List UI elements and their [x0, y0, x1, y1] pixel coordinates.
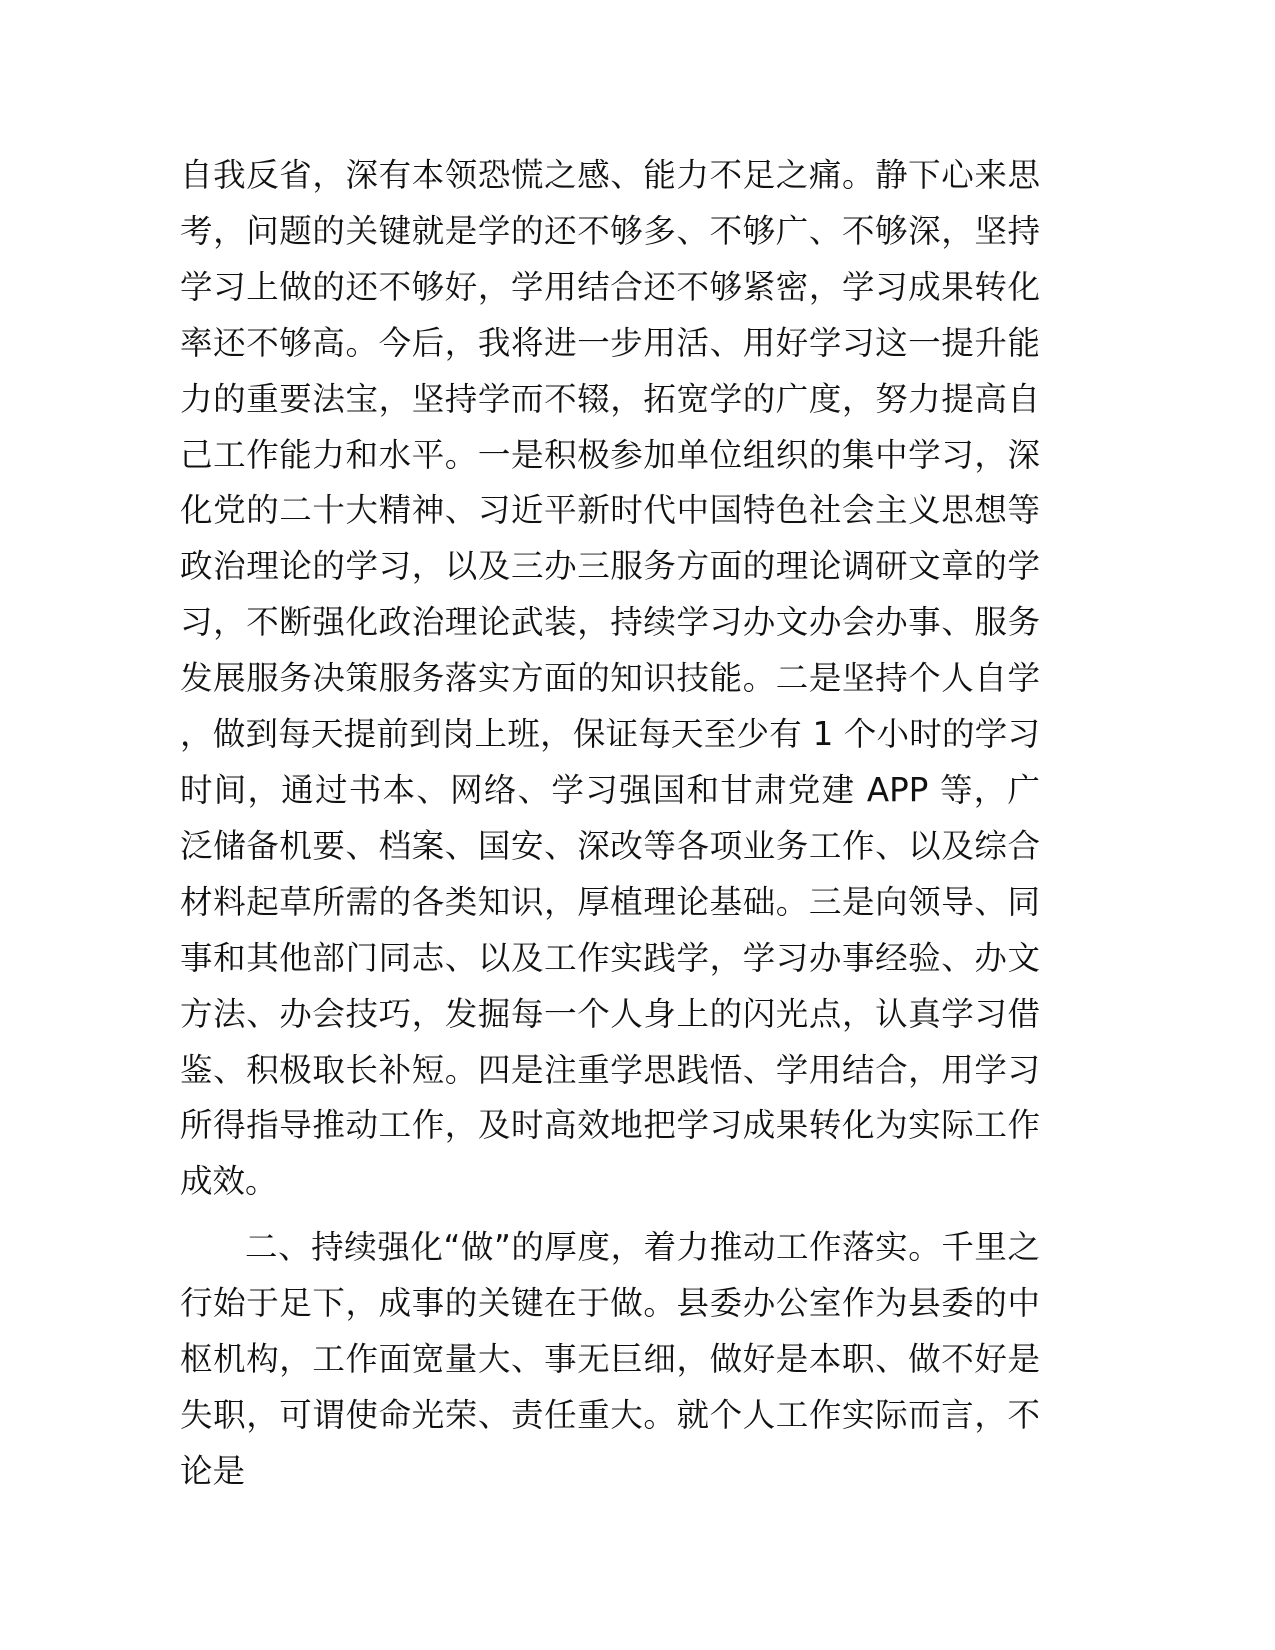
paragraph-practice: 二、持续强化“做”的厚度，着力推动工作落实。千里之行始于足下，成事的关键在于做。县委办公室作为县委的中枢机构，工作面宽量大、事无巨细，做好是本职、做不好是失职，可谓使命光荣、责任重大。就个人工作实际而言，不论是 — [180, 1228, 1040, 1490]
paragraph-study: 自我反省，深有本领恐慌之感、能力不足之痛。静下心来思考，问题的关键就是学的还不够多、不够广、不够深，坚持学习上做的还不够好，学用结合还不够紧密，学习成果转化率还不够高。今后，我将进一步用活、用好学习这一提升能力的重要法宝，坚持学而不辍，拓宽学的广度，努力提高自己工作能力和水平。一是积极参加单位组织的集中学习，深化党的二十大精神、习近平新时代中国特色社会主义思想等政治理论的学习，以及三办三服务方面的理论调研文章的学习，不断强化政治理论武装，持续学习办文办会办事、服务发展服务决策服务落实方面的知识技能。二是坚持个人自学，做到每天提前到岗上班，保证每天至少有 1 个小时的学习时间，通过书本、网络、学习强国和甘肃党建 APP 等，广泛储备机要、档案、国安、深改等各项业务工作、以及综合材料起草所需的各类知识，厚植理论基础。三是向领导、同事和其他部门同志、以及工作实践学，学习办事经验、办文方法、办会技巧，发掘每一个人身上的闪光点，认真学习借鉴、积极取长补短。四是注重学思践悟、学用结合，用学习所得指导推动工作，及时高效地把学习成果转化为实际工作成效。 — [180, 156, 1040, 1201]
body-text — [180, 148, 1040, 1500]
